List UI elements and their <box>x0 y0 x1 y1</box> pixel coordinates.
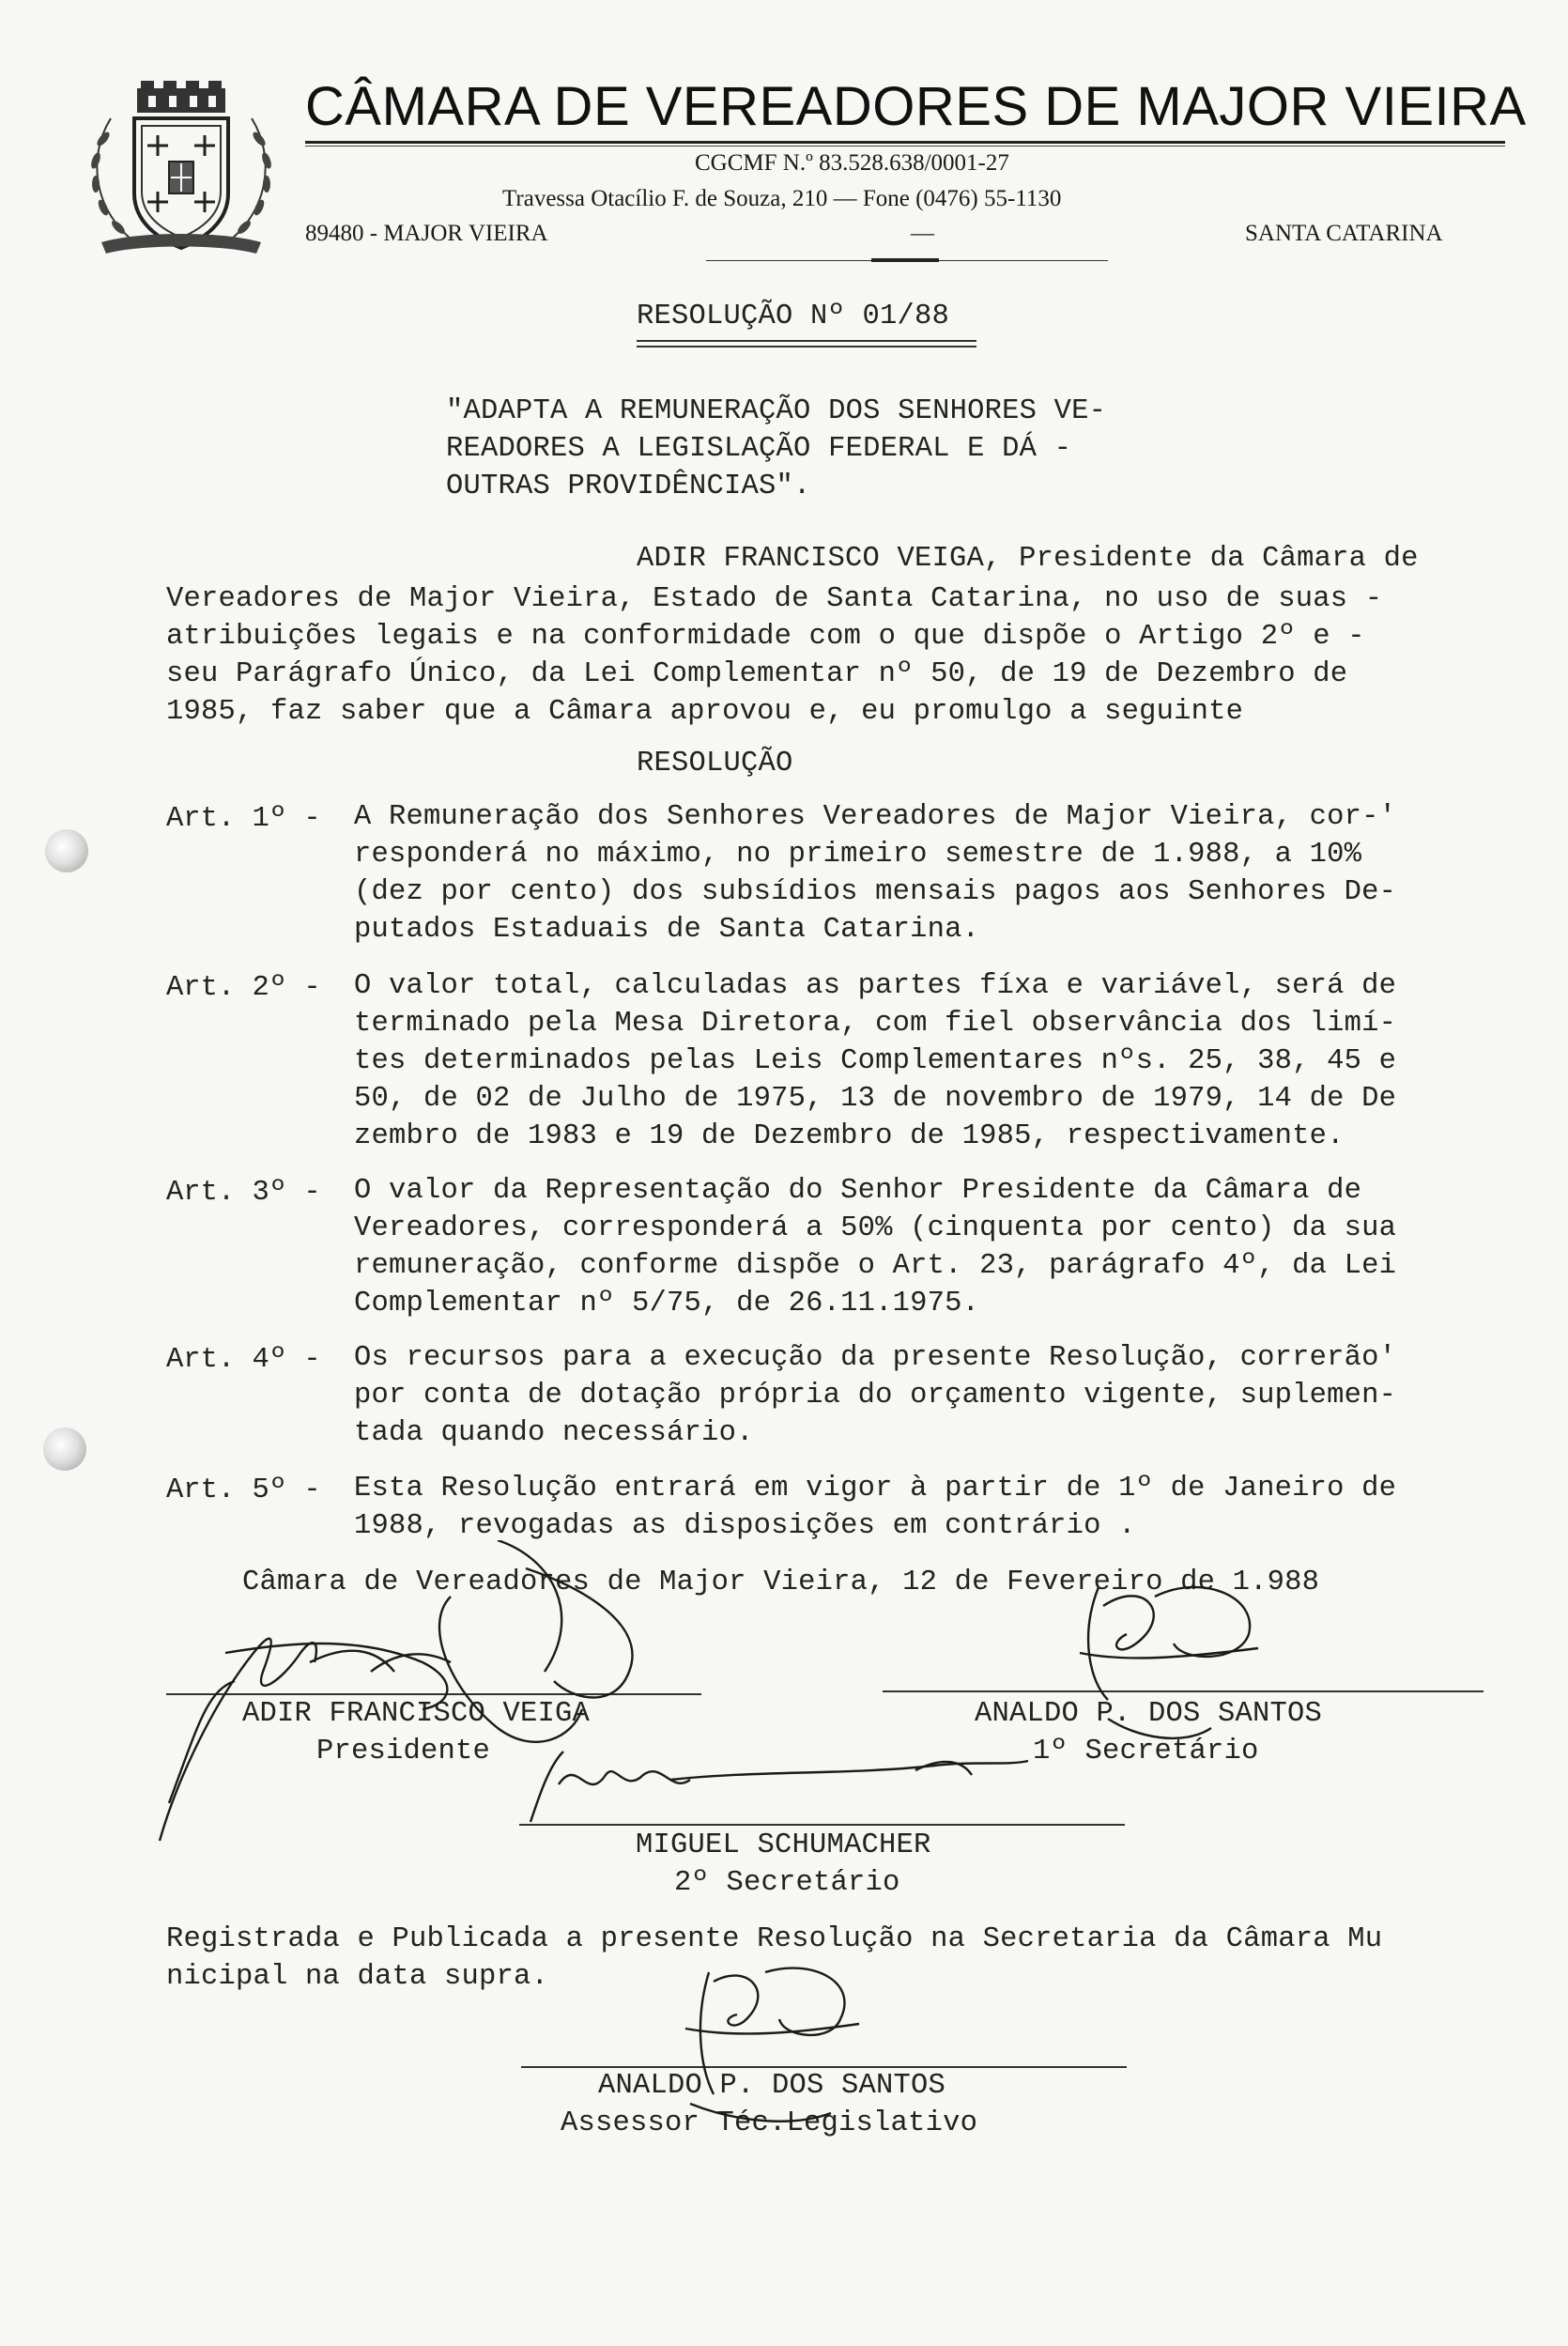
signature-first-secretary-icon <box>1070 1578 1296 1766</box>
article-line: zembro de 1983 e 19 de Dezembro de 1985, respectivamente. <box>354 1120 1345 1152</box>
title-underline <box>637 340 976 342</box>
preamble-line: Vereadores de Major Vieira, Estado de Santa Catarina, no uso de suas - <box>166 583 1383 615</box>
document-title: RESOLUÇÃO Nº 01/88 <box>637 301 950 332</box>
article-4 <box>354 1339 1396 1452</box>
title-underline-double <box>637 346 976 347</box>
registration-line: Registrada e Publicada a presente Resolução na Secretaria da Câmara Mu <box>166 1923 1383 1955</box>
article-line: A Remuneração dos Senhores Vereadores de Major Vieira, cor-' <box>354 801 1397 833</box>
article-line: Vereadores, corresponderá a 50% (cinquenta por cento) da sua <box>354 1212 1397 1244</box>
address-line: Travessa Otacílio F. de Souza, 210 — Fone (0476) 55-1130 <box>502 186 1062 211</box>
article-number: Art. 4º - <box>166 1344 321 1376</box>
article-line: O valor da Representação do Senhor Presidente da Câmara de <box>354 1175 1362 1207</box>
signature-second-secretary-icon <box>521 1747 1047 1831</box>
article-line: remuneração, conforme dispõe o Art. 23, parágrafo 4º, da Lei <box>354 1250 1397 1282</box>
ementa-line: READORES A LEGISLAÇÃO FEDERAL E DÁ - <box>446 433 1072 465</box>
article-line: Complementar nº 5/75, de 26.11.1975. <box>354 1288 980 1320</box>
registrar-role: Assessor Téc.Legislativo <box>561 2107 978 2139</box>
cgc-number: CGCMF N.º 83.528.638/0001-27 <box>695 150 1009 176</box>
article-number: Art. 3º - <box>166 1177 321 1209</box>
registrar-name: ANALDO P. DOS SANTOS <box>598 2070 946 2102</box>
article-line: Os recursos para a execução da presente Resolução, correrão' <box>354 1342 1397 1374</box>
divider-rule-accent <box>871 258 939 262</box>
article-line: por conta de dotação própria do orçamento vigente, suplemen- <box>354 1380 1397 1412</box>
ementa-line: OUTRAS PROVIDÊNCIAS". <box>446 471 811 502</box>
article-line: responderá no máximo, no primeiro semestre de 1.988, a 10% <box>354 839 1362 871</box>
city-line: 89480 - MAJOR VIEIRA <box>305 221 548 246</box>
organization-name: CÂMARA DE VEREADORES DE MAJOR VIEIRA <box>305 76 1527 137</box>
article-line: (dez por cento) dos subsídios mensais pagos aos Senhores De- <box>354 876 1397 908</box>
signature-registrar-icon <box>681 1963 869 2141</box>
signatory-name: ANALDO P. DOS SANTOS <box>975 1698 1323 1730</box>
article-number: Art. 5º - <box>166 1474 321 1506</box>
article-5 <box>354 1470 1396 1545</box>
article-number: Art. 1º - <box>166 803 321 835</box>
signatory-name: ADIR FRANCISCO VEIGA <box>242 1698 591 1730</box>
article-line: tes determinados pelas Leis Complementares nºs. 25, 38, 45 e <box>354 1045 1397 1077</box>
article-line: O valor total, calculadas as partes fíxa e variável, será de <box>354 970 1397 1002</box>
article-line: tada quando necessário. <box>354 1417 754 1449</box>
place-date: Câmara de Vereadores de Major Vieira, 12 de Fevereiro de 1.988 <box>242 1567 1320 1598</box>
coat-of-arms-icon <box>83 81 280 259</box>
preamble-line: atribuições legais e na conformidade com o que dispõe o Artigo 2º e - <box>166 621 1365 653</box>
signatory-role: 1º Secretário <box>1033 1736 1259 1767</box>
letterhead-rule-thin <box>305 146 1505 147</box>
letterhead-rule <box>305 141 1505 144</box>
article-line: terminado pela Mesa Diretora, com fiel observância dos limí- <box>354 1008 1397 1040</box>
article-2 <box>354 967 1396 1155</box>
preamble-line: ADIR FRANCISCO VEIGA, Presidente da Câmara de <box>637 543 1419 575</box>
punch-hole <box>45 829 88 872</box>
resolution-heading: RESOLUÇÃO <box>637 748 793 779</box>
letterhead-separator: — <box>911 221 934 246</box>
signatory-role: Presidente <box>316 1736 491 1767</box>
article-1 <box>354 798 1396 949</box>
state-line: SANTA CATARINA <box>1245 221 1443 246</box>
preamble-line: seu Parágrafo Único, da Lei Complementar nº 50, de 19 de Dezembro de <box>166 658 1348 690</box>
article-line: 50, de 02 de Julho de 1975, 13 de novembro de 1979, 14 de De <box>354 1083 1397 1115</box>
ementa <box>446 393 1106 505</box>
article-line: putados Estaduais de Santa Catarina. <box>354 914 980 946</box>
signatory-role: 2º Secretário <box>674 1867 900 1899</box>
article-line: 1988, revogadas as disposições em contrário . <box>354 1510 1136 1542</box>
registration-line: nicipal na data supra. <box>166 1961 549 1993</box>
preamble-line: 1985, faz saber que a Câmara aprovou e, eu promulgo a seguinte <box>166 696 1244 728</box>
article-number: Art. 2º - <box>166 972 321 1004</box>
preamble <box>166 580 1382 731</box>
signatory-name: MIGUEL SCHUMACHER <box>636 1829 931 1861</box>
ementa-line: "ADAPTA A REMUNERAÇÃO DOS SENHORES VE- <box>446 395 1107 427</box>
punch-hole <box>43 1428 86 1471</box>
article-3 <box>354 1172 1396 1322</box>
article-line: Esta Resolução entrará em vigor à partir de 1º de Janeiro de <box>354 1473 1397 1505</box>
